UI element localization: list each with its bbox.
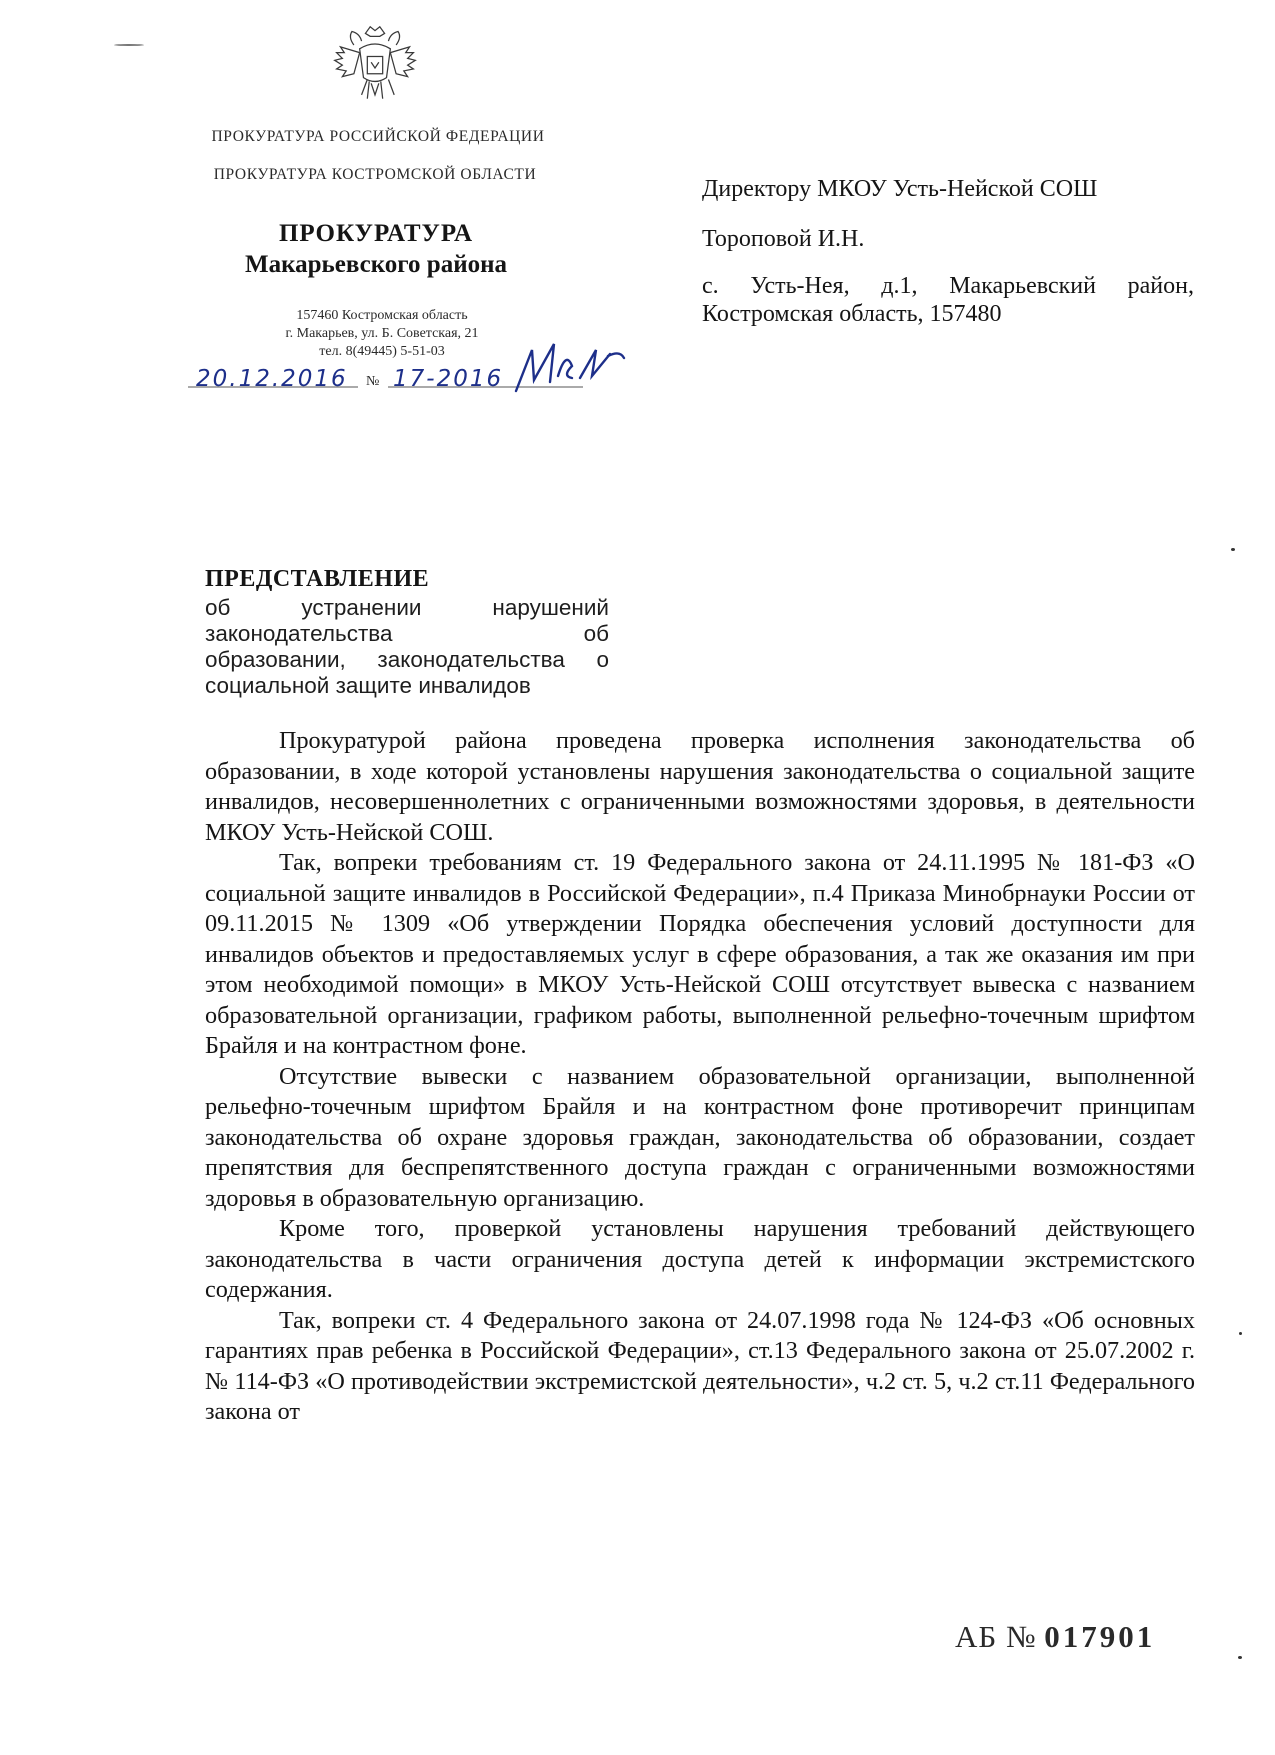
letterhead-address-line: 157460 Костромская область <box>296 308 468 323</box>
double-headed-eagle-icon <box>327 20 423 116</box>
addressee-address-line: Костромская область, 157480 <box>702 301 1002 327</box>
registration-number: 17-2016 <box>393 366 504 392</box>
registration-number-sign: № <box>366 374 380 389</box>
body-paragraph: Отсутствие вывески с названием образовательной организации, выполненной рельефно-точечным шрифтом Брайля и на контрастном фоне противоречит принципам законодательства об охране здоровья граждан, законодательства об образовании, создает препятствия для беспрепятственного доступа граждан с ограниченными возможностями здоровья в образовательную организацию. <box>205 1062 1195 1212</box>
letterhead-district: Макарьевского района <box>244 251 507 278</box>
addressee-name: Тороповой И.Н. <box>702 226 865 252</box>
letterhead-line-region: ПРОКУРАТУРА КОСТРОМСКОЙ ОБЛАСТИ <box>213 166 537 183</box>
scan-speck <box>114 44 144 46</box>
letterhead-office: ПРОКУРАТУРА <box>278 220 474 247</box>
form-serial-number <box>955 1619 1155 1655</box>
document-subtitle-line: образовании, законодательства о <box>205 647 609 672</box>
body-paragraph: Так, вопреки требованиям ст. 19 Федерального закона от 24.11.1995 № 181-ФЗ «О социальной защите инвалидов в Российской Федерации», п.4 Приказа Минобрнауки России от 09.11.2015 № 1309 «Об утверждении Порядка обеспечения условий доступности для инвалидов объектов и предоставляемых услуг в сфере образования, а так же оказания им при этом необходимой помощи» в МКОУ Усть-Нейской СОШ отсутствует вывеска с названием образовательной организации, графиком работы, выполненной рельефно-точечным шрифтом Брайля и на контрастном фоне. <box>205 849 1195 1059</box>
document-body <box>205 726 1195 1428</box>
addressee-position: Директору МКОУ Усть-Нейской СОШ <box>702 176 1098 202</box>
letterhead-address-line: г. Макарьев, ул. Б. Советская, 21 <box>285 326 479 341</box>
document-subtitle-line: об устранении нарушений <box>205 595 609 620</box>
scan-speck <box>1239 1332 1242 1335</box>
letterhead-line-federation: ПРОКУРАТУРА РОССИЙСКОЙ ФЕДЕРАЦИИ <box>211 128 545 145</box>
serial-prefix: АБ № <box>955 1619 1037 1654</box>
body-paragraph: Так, вопреки ст. 4 Федерального закона от 24.07.1998 года № 124-ФЗ «Об основных гарантиях прав ребенка в Российской Федерации», ст.13 Федерального закона от 25.07.2002 г. № 114-ФЗ «О противодействии экстремистской деятельности», ч.2 ст. 5, ч.2 ст.11 Федерального закона от <box>205 1306 1195 1425</box>
scan-speck <box>1238 1656 1242 1659</box>
document-title: ПРЕДСТАВЛЕНИЕ <box>205 566 430 592</box>
registration-date: 20.12.2016 <box>196 366 348 392</box>
body-paragraph: Прокуратурой района проведена проверка исполнения законодательства об образовании, в ходе которой установлены нарушения законодательства о социальной защите инвалидов, несовершеннолетних с ограниченными возможностями здоровья, в деятельности МКОУ Усть-Нейской СОШ. <box>205 727 1195 846</box>
body-paragraph: Кроме того, проверкой установлены нарушения требований действующего законодательства в части ограничения доступа детей к информации экстремистского содержания. <box>205 1215 1195 1303</box>
scan-speck <box>1231 548 1235 551</box>
handwritten-initials-icon <box>510 336 630 396</box>
document-subtitle-line: законодательства об <box>205 621 609 646</box>
addressee-address-line: с. Усть-Нея, д.1, Макарьевский район, <box>702 273 1194 299</box>
document-subtitle-line: социальной защите инвалидов <box>205 673 531 698</box>
letterhead-phone: тел. 8(49445) 5-51-03 <box>319 344 445 359</box>
serial-digits: 017901 <box>1044 1619 1156 1654</box>
